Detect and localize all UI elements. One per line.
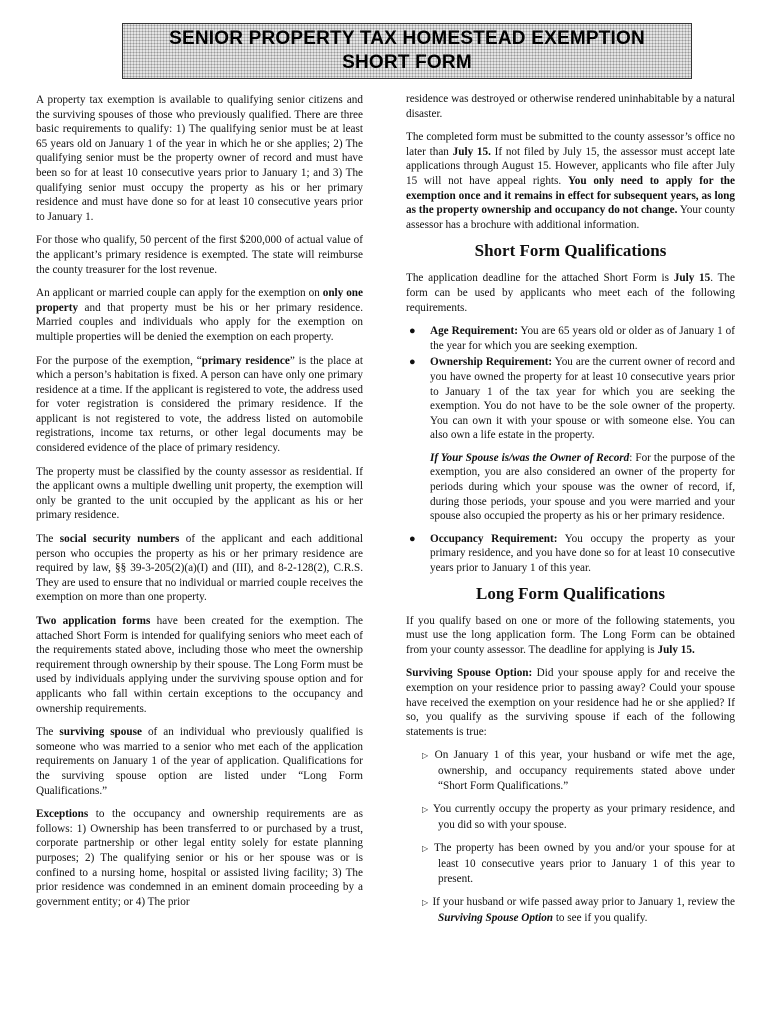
- surviving-spouse-option-paragraph: Surviving Spouse Option: Did your spouse apply for and receive the exemption on your residence prior to passing away? Could your spouse have received the exemption on your residence had he or she applied? If so, you qualify as the surviving spouse if each of the following statements is true:: [406, 667, 735, 738]
- arrow-right-icon: ▷: [422, 751, 431, 761]
- classification-paragraph: The property must be classified by the county assessor as residential. If the applicant owns a multiple dwelling unit property, the exemption will only be granted to the unit occupied by the applicant as his or her primary residence.: [36, 465, 363, 522]
- list-item: ▷ On January 1 of this year, your husband or wife met the age, ownership, and occupancy requirements stated above under “Short Form Qualifications.”: [422, 749, 736, 792]
- application-forms-paragraph: Two application forms have been created for the exemption. The attached Short Form is intended for qualifying seniors who meet each of the requirements stated above, including those who meet the ownership requirement through ownership by their spouse. The Long Form must be used by individuals applying under the surviving spouse option and for applicants who fall within certain exceptions to the occupancy and ownership requirements.: [36, 615, 363, 715]
- bullet-icon: ●: [409, 532, 416, 545]
- one-property-paragraph: An applicant or married couple can apply for the exemption on only one property and that property must be his or her primary residence. Married couples and individuals who apply for the exemption on multiple properties will be denied the exemption on each property.: [36, 287, 363, 343]
- deadline-paragraph: The completed form must be submitted to the county assessor’s office no later than July 15. If not filed by July 15, the assessor must accept late applications through August 15. However, applicants who file after July 15 will not have appeal rights. You only need to apply for the exemption once and it remains in effect for subsequent years, as long as the property ownership and occupancy do not change. Your county assessor has a brochure with additional information.: [406, 131, 735, 231]
- short-form-heading: Short Form Qualifications: [474, 241, 667, 261]
- list-item: ● Ownership Requirement: You are the current owner of record and you have owned the property for at least 10 consecutive years prior to January 1 of the tax year for which you are seeking the exemption. You do not have to be the sole owner of the property. You can own it with your spouse or with someone else. You can also own a life estate in the property.: [409, 356, 735, 442]
- exceptions-paragraph: Exceptions to the occupancy and ownership requirements are as follows: 1) Ownership has been transferred to or purchased by a trust, corporate partnership or other legal entity solely for estate planning purposes; 2) The qualifying senior or his or her spouse was or is confined to a nursing home, hospital or assisted living facility; 3) The prior residence was condemned in an eminent domain proceeding by a government entity; or 4) The prior: [36, 808, 363, 908]
- long-form-intro: If you qualify based on one or more of the following statements, you must use the long application form. The Long Form can be obtained from your county assessor. The deadline for applying is July 15.: [406, 614, 735, 656]
- left-column: [36, 93, 363, 918]
- list-item: ▷ If your husband or wife passed away prior to January 1, review the Surviving Spouse Option to see if you qualify.: [422, 896, 735, 924]
- page-title: SENIOR PROPERTY TAX HOMESTEAD EXEMPTION: [169, 28, 645, 49]
- arrow-right-icon: ▷: [422, 844, 431, 854]
- bullet-icon: ●: [409, 325, 416, 338]
- occupancy-requirement-list: [406, 532, 735, 576]
- page-subtitle: SHORT FORM: [342, 52, 472, 73]
- spouse-owner-note: If Your Spouse is/was the Owner of Record: For the purpose of the exemption, you are also considered an owner of the property for periods during which your spouse was the owner of record, if, during those periods, your spouse and you were married and your spouse also occupied the property as his or her primary residence.: [430, 451, 735, 523]
- list-item: ● Occupancy Requirement: You occupy the property as your primary residence, and you have done so for at least 10 consecutive years prior to January 1 of this year.: [409, 532, 735, 575]
- title-banner: [122, 23, 692, 79]
- list-item: ● Age Requirement: You are 65 years old or older as of January 1 of the year for which you are seeking exemption.: [409, 325, 735, 352]
- short-form-intro: The application deadline for the attached Short Form is July 15. The form can be used by applicants who meet each of the following requirements.: [406, 272, 735, 314]
- list-item: ▷ You currently occupy the property as your primary residence, and you did so with your spouse.: [422, 803, 736, 831]
- right-column: [406, 92, 735, 934]
- primary-residence-paragraph: For the purpose of the exemption, “primary residence” is the place at which a person’s habitation is fixed. A person can have only one primary residence at a time. If the applicant is registered to vote, the address used for voter registration is considered the primary residence. If the applicant is not registered to vote, the address listed on automobile registrations, income tax returns, or other legal documents may be considered evidence of the place of primary residency.: [36, 354, 363, 455]
- arrow-right-icon: ▷: [422, 805, 430, 815]
- exemption-amount-paragraph: For those who qualify, 50 percent of the first $200,000 of actual value of the applicant’s primary residence is exempted. The state will reimburse the county treasurer for the lost revenue.: [36, 234, 363, 276]
- short-form-requirements: [406, 324, 735, 443]
- exceptions-continued-paragraph: residence was destroyed or otherwise rendered uninhabitable by a natural disaster.: [406, 93, 735, 120]
- arrow-right-icon: ▷: [422, 898, 429, 908]
- surviving-spouse-paragraph: The surviving spouse of an individual who previously qualified is someone who was married to a senior who met each of the application requirements on January 1 of the year of application. Qualifications for the surviving spouse option are listed under “Long Form Qualifications.”: [36, 726, 363, 797]
- list-item: ▷ The property has been owned by you and/or your spouse for at least 10 consecutive years prior to January 1 of this year to present.: [422, 842, 735, 885]
- ssn-paragraph: The social security numbers of the applicant and each additional person who occupies the property as his or her primary residence are required by law, §§ 39-3-205(2)(a)(I) and (III), and 8-2-128(2), C.R.S. They are used to ensure that no individual or married couple receives the exemption on more than one property.: [36, 533, 363, 604]
- intro-paragraph: A property tax exemption is available to qualifying senior citizens and the surviving spouses of those who previously qualified. There are three basic requirements to qualify: 1) The qualifying senior must be at least 65 years old on January 1 of the year in which he or she applies; 2) The qualifying senior must be the property owner of record and must have been so for at least 10 consecutive years prior to January 1; and 3) The qualifying senior must occupy the property as his or her primary residence and must have done so for at least 10 consecutive years prior to January 1.: [36, 94, 363, 223]
- long-form-heading: Long Form Qualifications: [476, 583, 665, 603]
- surviving-spouse-statements: [406, 748, 735, 925]
- bullet-icon: ●: [409, 356, 416, 369]
